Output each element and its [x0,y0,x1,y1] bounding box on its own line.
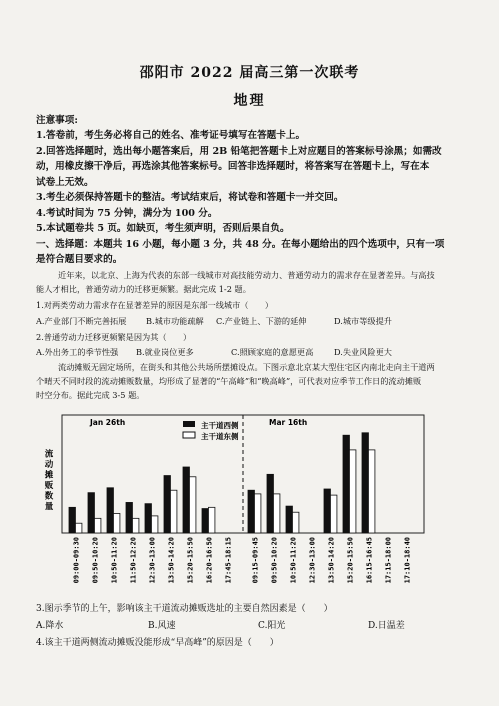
q2-options [36,347,466,358]
notes-heading: 注意事项: [36,115,78,126]
bar-east [132,518,138,533]
option: C.阳光 [258,621,286,631]
x-tick-label: 12:30-13:00 [308,537,317,584]
note-line: 4.考试时间为 75 分钟，满分为 100 分。 [36,208,218,219]
bar-east [75,523,81,533]
option: D.城市等级提升 [334,316,392,326]
x-tick-label: 09:50-10:20 [91,537,100,584]
section-heading: 是符合题目要求的。 [36,254,123,265]
section-heading: 一、选择题：本题共 16 小题，每小题 3 分，共 48 分。在每小题给出的四个选项中，只有一项 [36,239,445,250]
bar-west [126,502,132,533]
bar-east [254,494,260,533]
x-tick-label: 15:20-15:50 [186,537,195,584]
passage-line: 时空分布。据此完成 3-5 题。 [36,390,145,400]
question-3: 3.图示季节的上午，影响该主干道流动摊贩选址的主要自然因素是（ ） [36,604,333,614]
x-tick-label: 17:15-18:00 [384,537,393,584]
bar-west [286,506,292,533]
bar-east [368,450,374,533]
option: D.失业风险更大 [334,347,392,357]
exam-title: 邵阳市 2022 届高三第一次联考 [139,65,360,81]
x-tick-label: 09:00-09:30 [72,537,81,584]
option: B.风速 [148,621,176,631]
bar-east [208,507,214,533]
x-tick-label: 12:30-13:00 [148,537,157,584]
bar-west [202,509,208,533]
bar-west [164,476,170,533]
option: C.照顾家庭的意愿更高 [231,347,314,357]
subject-title: 地理 [233,93,266,109]
bar-west [267,474,273,533]
x-tick-label: 15:20-15:50 [346,537,355,584]
panel-label: Mar 16th [269,418,308,427]
passage-line: 个晴天不同时段的流动摊贩数量，均形成了显著的“午高峰”和“晚高峰”，可代表对应季节工作日的流动摊贩 [36,376,422,386]
bar-west [145,504,151,533]
bar-east [94,518,100,533]
vendor-count-chart [34,413,426,593]
note-line: 3.考生必须保持答题卡的整洁。考试结束后，将试卷和答题卡一并交回。 [36,192,344,203]
legend-swatch-east [183,432,195,438]
q3-options [36,618,428,631]
option: A.降水 [36,621,64,631]
passage-line: 流动摊贩无固定场所，在街头和其他公共场所摆摊设点。下图示意北京某大型住宅区内南北走向主干道两 [58,362,435,372]
bar-east [151,516,157,533]
legend-label-east: 主干道东侧 [201,432,239,441]
x-tick-label: 09:50-10:20 [270,537,279,584]
x-tick-label: 09:15-09:45 [251,537,260,584]
bar-west [248,490,254,533]
x-tick-label: 13:50-14:20 [327,537,336,584]
bar-west [183,467,189,533]
bar-west [362,433,368,533]
bar-east [113,513,119,533]
note-line: 1.答卷前，考生务必将自己的姓名、准考证号填写在答题卡上。 [36,130,306,141]
x-tick-label: 10:50-11:20 [110,537,119,584]
note-line: 动，用橡皮擦干净后，再选涂其他答案标号。回答非选择题时，将答案写在答题卡上，写在本 [36,161,430,172]
option: A.外出务工的季节性强 [36,347,119,357]
bar-east [349,450,355,533]
q1-options [36,316,466,327]
bar-west [88,493,94,533]
note-line: 2.回答选择题时，选出每小题答案后，用 2B 铅笔把答题卡上对应题目的答案标号涂黑；如需改 [36,146,442,157]
option: B.就业岗位更多 [136,347,194,357]
legend-label-west: 主干道西侧 [201,421,239,430]
note-line: 5.本试题卷共 5 页。如缺页，考生须声明，否则后果自负。 [36,223,290,234]
legend-swatch-west [183,421,195,427]
x-tick-label: 13:50-14:20 [167,537,176,584]
bar-west [69,507,75,533]
x-tick-label: 11:50-12:20 [129,537,138,584]
option: B.城市功能疏解 [146,316,204,326]
x-tick-label: 17:45-18:15 [224,537,233,584]
x-tick-label: 16:20-16:50 [205,537,214,584]
question-1: 1.对两类劳动力需求存在显著差异的原因是东部一线城市（ ） [36,300,274,310]
bar-east [292,512,298,533]
passage-line: 近年来，以北京、上海为代表的东部一线城市对高技能劳动力、普通劳动力的需求存在显著差异。与高技 [58,270,435,280]
option: C.产业链上、下游的延伸 [216,316,307,326]
bar-west [324,489,330,533]
bar-east [273,494,279,533]
note-line: 试卷上无效。 [36,177,94,188]
bar-east [189,477,195,533]
bar-east [170,490,176,533]
bar-west [343,435,349,533]
x-tick-label: 17:10-18:40 [403,537,412,584]
question-4: 4.该主干道两侧流动摊贩没能形成“早高峰”的原因是（ ） [36,638,279,648]
option: A.产业部门不断完善拓展 [36,316,127,326]
bar-west [107,488,113,533]
x-tick-label: 10:50-11:20 [289,537,298,584]
panel-label: Jan 26th [90,418,126,427]
question-2: 2.普通劳动力迁移更频繁是因为其（ ） [36,332,192,342]
x-tick-label: 16:15-16:45 [365,537,374,584]
passage-line: 能人才相比，普通劳动力的迁移更频繁。据此完成 1-2 题。 [36,284,251,294]
bar-east [330,495,336,533]
y-axis-label: 流动摊贩数量 [43,449,53,512]
option: D.日温差 [368,621,405,631]
